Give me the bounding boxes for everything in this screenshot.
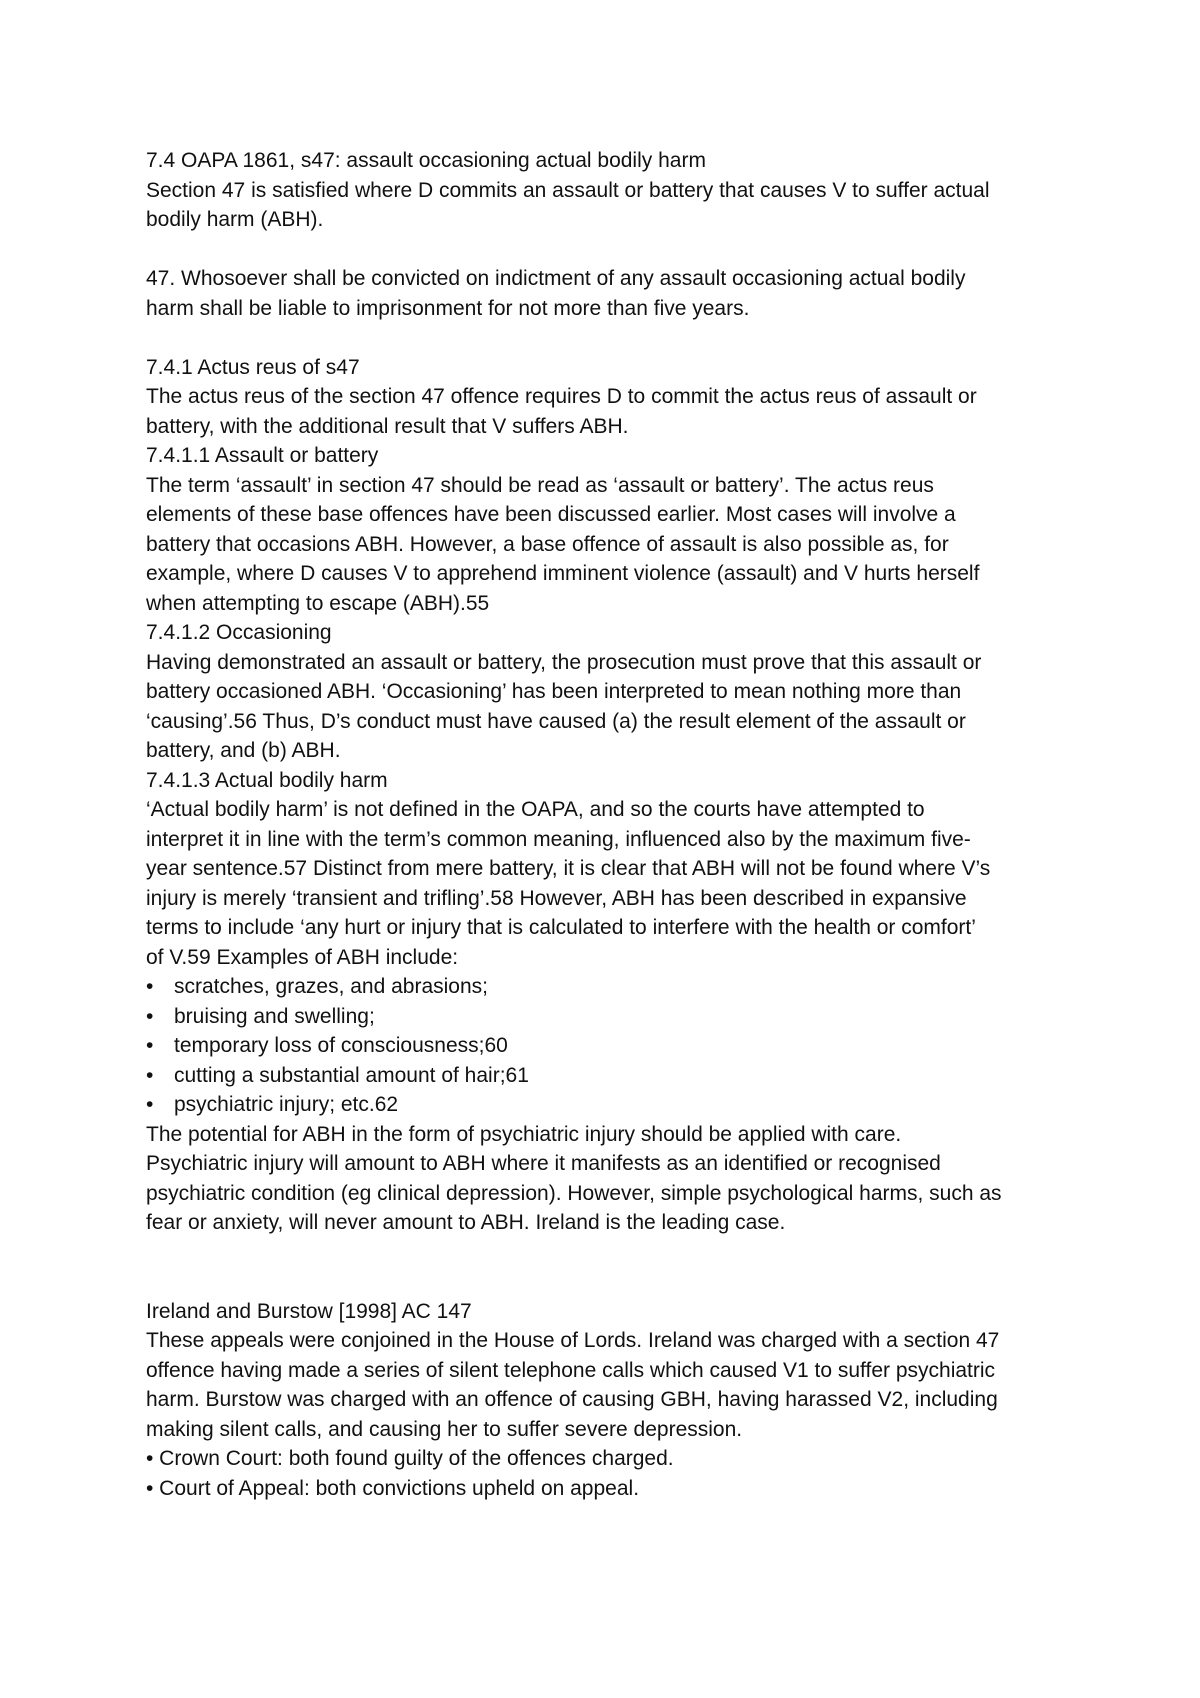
statute-line: harm shall be liable to imprisonment for not more than five years.: [146, 296, 750, 320]
paragraph-line: fear or anxiety, will never amount to ABH. Ireland is the leading case.: [146, 1211, 786, 1234]
section-heading: 7.4 OAPA 1861, s47: assault occasioning actual bodily harm: [146, 149, 706, 172]
paragraph-line: ‘causing’.56 Thus, D’s conduct must have caused (a) the result element of the assault or: [146, 709, 966, 733]
paragraph-line: psychiatric condition (eg clinical depression). However, simple psychological harms, such as: [146, 1181, 1002, 1205]
paragraph-line: when attempting to escape (ABH).55: [146, 591, 490, 615]
paragraph-line: Section 47 is satisfied where D commits an assault or battery that causes V to suffer actual: [146, 178, 990, 202]
section-heading: 7.4.1 Actus reus of s47: [146, 355, 360, 379]
paragraph-gap: [146, 323, 1066, 353]
paragraph-line: offence having made a series of silent telephone calls which caused V1 to suffer psychiatric: [146, 1358, 996, 1382]
paragraph-line: of V.59 Examples of ABH include:: [146, 945, 459, 969]
paragraph-line: making silent calls, and causing her to suffer severe depression.: [146, 1417, 743, 1441]
statute-line: 47. Whosoever shall be convicted on indictment of any assault occasioning actual bodily: [146, 267, 966, 290]
paragraph-line: battery, with the additional result that V suffers ABH.: [146, 414, 629, 438]
section-heading: 7.4.1.3 Actual bodily harm: [146, 768, 388, 792]
paragraph-line: harm. Burstow was charged with an offence of causing GBH, having harassed V2, including: [146, 1388, 998, 1411]
list-item: [146, 1061, 1066, 1091]
paragraph-line: battery that occasions ABH. However, a base offence of assault is also possible as, for: [146, 532, 949, 556]
section-heading: 7.4.1.2 Occasioning: [146, 621, 332, 644]
paragraph-line: Having demonstrated an assault or battery, the prosecution must prove that this assault or: [146, 650, 982, 674]
section-heading: 7.4.1.1 Assault or battery: [146, 444, 379, 467]
paragraph-line: These appeals were conjoined in the House of Lords. Ireland was charged with a section 47: [146, 1329, 1000, 1352]
list-item-text: temporary loss of consciousness;60: [174, 1034, 508, 1057]
list-item-text: cutting a substantial amount of hair;61: [174, 1063, 529, 1087]
bullet-icon: •: [146, 1063, 154, 1087]
bullet-icon: •: [146, 1093, 154, 1116]
case-bullet: • Court of Appeal: both convictions upheld on appeal.: [146, 1476, 640, 1500]
paragraph-line: battery, and (b) ABH.: [146, 739, 341, 762]
paragraph-line: example, where D causes V to apprehend imminent violence (assault) and V hurts herself: [146, 562, 980, 585]
paragraph-line: terms to include ‘any hurt or injury that is calculated to interfere with the health or comfort’: [146, 916, 976, 939]
list-item-text: scratches, grazes, and abrasions;: [174, 975, 488, 998]
paragraph-line: injury is merely ‘transient and trifling’.58 However, ABH has been described in expansive: [146, 886, 967, 910]
bullet-icon: •: [146, 1034, 154, 1057]
case-bullet: • Crown Court: both found guilty of the offences charged.: [146, 1447, 674, 1470]
paragraph-line: ‘Actual bodily harm’ is not defined in the OAPA, and so the courts have attempted to: [146, 798, 925, 821]
paragraph-line: The term ‘assault’ in section 47 should be read as ‘assault or battery’. The actus reus: [146, 473, 934, 497]
paragraph-line: The potential for ABH in the form of psychiatric injury should be applied with care.: [146, 1122, 902, 1146]
bullet-icon: •: [146, 975, 154, 998]
list-item: [146, 1031, 1066, 1061]
paragraph-gap: [146, 1238, 1066, 1297]
list-item: [146, 1090, 1066, 1120]
paragraph-line: interpret it in line with the term’s common meaning, influenced also by the maximum five-: [146, 827, 971, 851]
paragraph-line: bodily harm (ABH).: [146, 208, 324, 231]
paragraph-line: year sentence.57 Distinct from mere battery, it is clear that ABH will not be found where V’s: [146, 857, 991, 880]
list-item-text: bruising and swelling;: [174, 1004, 375, 1028]
paragraph-line: Psychiatric injury will amount to ABH where it manifests as an identified or recognised: [146, 1152, 941, 1175]
paragraph-line: battery occasioned ABH. ‘Occasioning’ has been interpreted to mean nothing more than: [146, 680, 962, 703]
list-item-text: psychiatric injury; etc.62: [174, 1093, 399, 1116]
paragraph-gap: [146, 235, 1066, 265]
list-item: [146, 972, 1066, 1002]
paragraph-line: elements of these base offences have been discussed earlier. Most cases will involve a: [146, 503, 956, 526]
list-item: [146, 1002, 1066, 1032]
document-body: [146, 146, 1066, 1503]
paragraph-line: The actus reus of the section 47 offence requires D to commit the actus reus of assault or: [146, 385, 977, 408]
bullet-icon: •: [146, 1004, 154, 1028]
case-heading: Ireland and Burstow [1998] AC 147: [146, 1299, 472, 1323]
